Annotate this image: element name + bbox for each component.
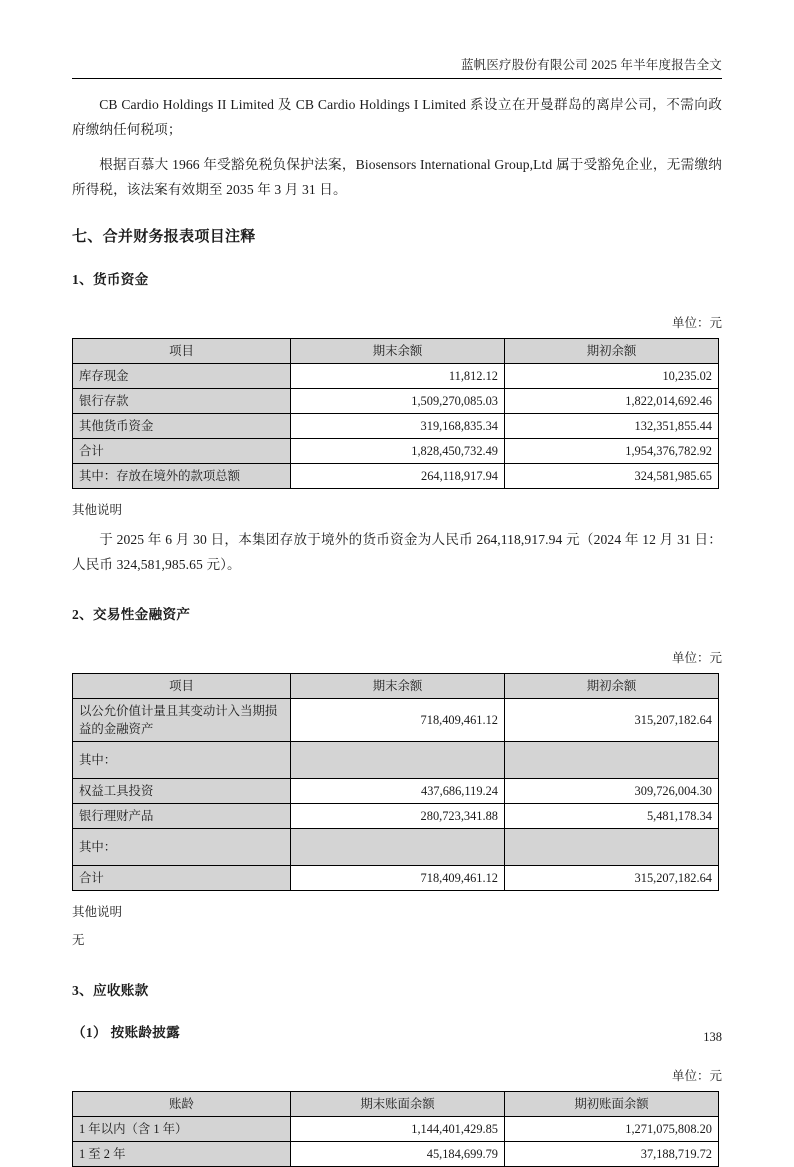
table-subheading-row	[73, 742, 719, 779]
note1-other-text: 于 2025 年 6 月 30 日，本集团存放于境外的货币资金为人民币 264,118,917.94 元（2024 年 12 月 31 日：人民币 324,581,985.65 元）。	[72, 532, 722, 572]
column-header: 项目	[73, 339, 291, 364]
spacer	[72, 489, 722, 499]
spacer	[72, 202, 722, 226]
note1-table	[72, 338, 719, 489]
row-end-value: 11,812.12	[291, 364, 505, 389]
row-end-value: 718,409,461.12	[291, 866, 505, 891]
spacer	[72, 577, 722, 605]
spacer	[72, 891, 722, 901]
row-begin-value: 1,822,014,692.46	[505, 389, 719, 414]
row-begin-value: 315,207,182.64	[505, 866, 719, 891]
row-label: 库存现金	[73, 364, 291, 389]
spacer	[72, 142, 722, 152]
row-label: 权益工具投资	[73, 779, 291, 804]
row-label: 1 至 2 年	[73, 1142, 291, 1167]
row-end-value: 1,144,401,429.85	[291, 1117, 505, 1142]
row-label: 银行存款	[73, 389, 291, 414]
row-begin-value: 5,481,178.34	[505, 804, 719, 829]
note1-other-label: 其他说明	[72, 503, 123, 517]
column-header: 期初余额	[505, 339, 719, 364]
row-begin-value: 132,351,855.44	[505, 414, 719, 439]
table-row	[73, 364, 719, 389]
table-row	[73, 414, 719, 439]
column-header: 期初余额	[505, 674, 719, 699]
row-label: 银行理财产品	[73, 804, 291, 829]
column-header: 期初账面余额	[505, 1092, 719, 1117]
table-header-row	[73, 1092, 719, 1117]
row-end-value: 319,168,835.34	[291, 414, 505, 439]
table-row	[73, 804, 719, 829]
note1-heading: 1、货币资金	[72, 272, 149, 287]
table-row	[73, 779, 719, 804]
row-end-value	[291, 829, 505, 866]
note3-unit-label: 单位：元	[671, 1069, 722, 1083]
row-label: 合计	[73, 439, 291, 464]
row-end-value: 1,828,450,732.49	[291, 439, 505, 464]
table-row	[73, 439, 719, 464]
intro-paragraph-1: CB Cardio Holdings II Limited 及 CB Cardio Holdings I Limited 系设立在开曼群岛的离岸公司，不需向政府缴纳任何税项；	[72, 97, 722, 137]
row-begin-value: 309,726,004.30	[505, 779, 719, 804]
note2-heading: 2、交易性金融资产	[72, 607, 191, 622]
row-end-value: 45,184,699.79	[291, 1142, 505, 1167]
table-row	[73, 389, 719, 414]
note1-unit-label: 单位：元	[671, 316, 722, 330]
spacer	[72, 951, 722, 981]
row-label: 其中：	[73, 742, 291, 779]
column-header: 账龄	[73, 1092, 291, 1117]
note2-other-text: 无	[72, 933, 85, 947]
note3-sub-heading: （1） 按账龄披露	[72, 1025, 181, 1040]
spacer	[72, 625, 722, 649]
row-label: 其中：	[73, 829, 291, 866]
row-end-value: 1,509,270,085.03	[291, 389, 505, 414]
table-header-row	[73, 674, 719, 699]
note3-heading: 3、应收账款	[72, 983, 149, 998]
table-row	[73, 699, 719, 742]
row-begin-value: 37,188,719.72	[505, 1142, 719, 1167]
row-end-value	[291, 742, 505, 779]
page-number: 138	[703, 1030, 722, 1044]
table-subheading-row	[73, 829, 719, 866]
row-label: 其他货币资金	[73, 414, 291, 439]
row-begin-value	[505, 742, 719, 779]
note3-table	[72, 1091, 719, 1167]
row-begin-value	[505, 829, 719, 866]
column-header: 项目	[73, 674, 291, 699]
spacer	[72, 1001, 722, 1023]
note2-table	[72, 673, 719, 891]
row-begin-value: 1,271,075,808.20	[505, 1117, 719, 1142]
row-begin-value: 1,954,376,782.92	[505, 439, 719, 464]
table-row	[73, 1117, 719, 1142]
column-header: 期末账面余额	[291, 1092, 505, 1117]
spacer	[72, 1043, 722, 1067]
row-end-value: 437,686,119.24	[291, 779, 505, 804]
row-end-value: 280,723,341.88	[291, 804, 505, 829]
row-end-value: 264,118,917.94	[291, 464, 505, 489]
note2-unit-label: 单位：元	[671, 651, 722, 665]
header-rule	[72, 78, 722, 79]
table-row	[73, 866, 719, 891]
row-label: 合计	[73, 866, 291, 891]
row-begin-value: 10,235.02	[505, 364, 719, 389]
row-label: 以公允价值计量且其变动计入当期损益的金融资产	[73, 699, 291, 742]
row-label: 1 年以内（含 1 年）	[73, 1117, 291, 1142]
row-begin-value: 324,581,985.65	[505, 464, 719, 489]
spacer	[72, 290, 722, 314]
row-begin-value: 315,207,182.64	[505, 699, 719, 742]
column-header: 期末余额	[291, 339, 505, 364]
row-end-value: 718,409,461.12	[291, 699, 505, 742]
page-content	[72, 92, 722, 1167]
note2-other-label: 其他说明	[72, 905, 123, 919]
spacer	[72, 248, 722, 270]
running-header: 蓝帆医疗股份有限公司 2025 年半年度报告全文	[460, 58, 722, 72]
table-row	[73, 1142, 719, 1167]
column-header: 期末余额	[291, 674, 505, 699]
table-row	[73, 464, 719, 489]
row-label: 其中：存放在境外的款项总额	[73, 464, 291, 489]
section-heading: 七、合并财务报表项目注释	[72, 229, 256, 245]
table-header-row	[73, 339, 719, 364]
intro-paragraph-2: 根据百慕大 1966 年受豁免税负保护法案，Biosensors International Group,Ltd 属于受豁免企业，无需缴纳所得税，该法案有效期至 2035 年 3 月 31 日。	[72, 157, 722, 197]
